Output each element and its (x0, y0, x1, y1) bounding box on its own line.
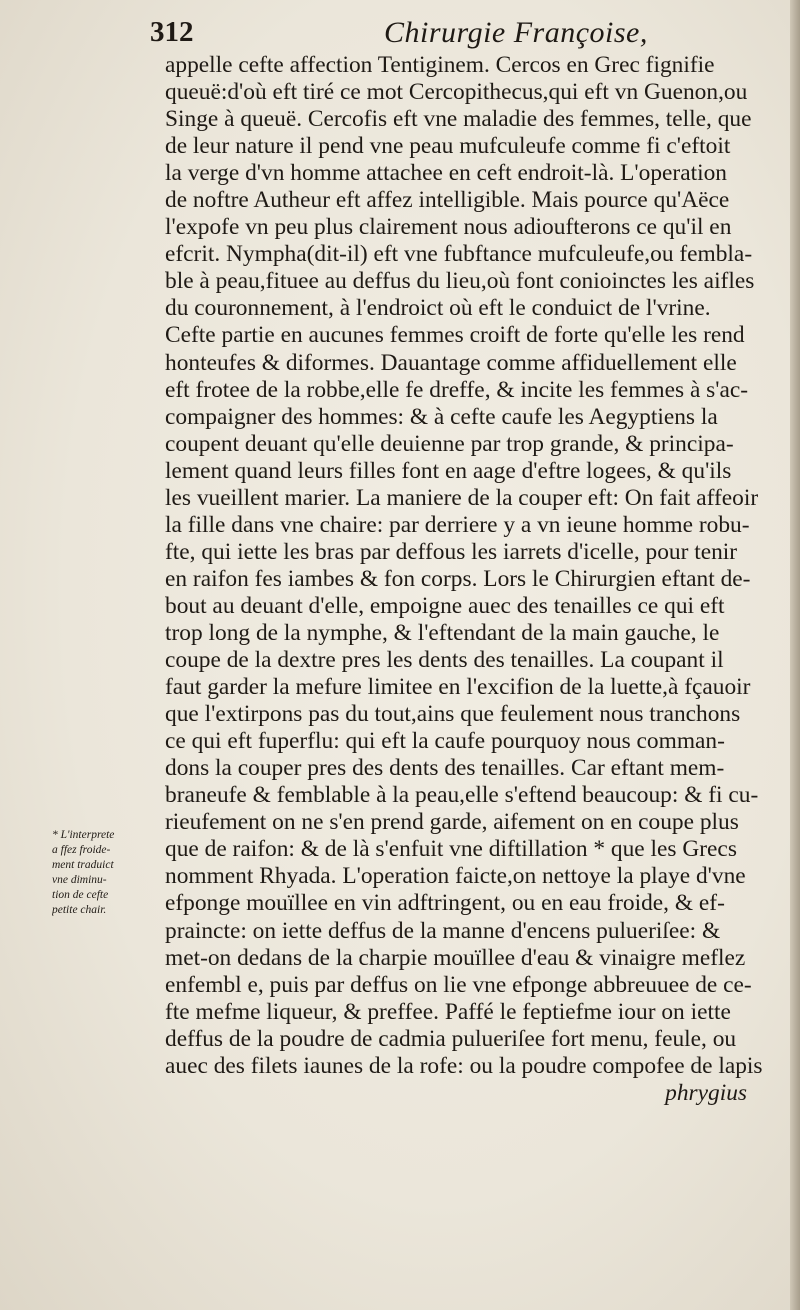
text-line: queuë:d'où eft tiré ce mot Cercopithecus,qui eft vn Guenon,ou (165, 79, 748, 106)
text-line: met-on dedans de la charpie mouïllee d'eau & vinaigre meflez (165, 944, 746, 971)
text-line: la fille dans vne chaire: par derriere y a vn ieune homme robu- (165, 511, 750, 538)
page-header (150, 12, 770, 56)
margin-note-line: * L'interprete (52, 829, 115, 841)
text-line: fte mefme liqueur, & preffee. Paffé le feptiefme iour on iette (165, 998, 731, 1025)
text-line: coupent deuant qu'elle deuienne par trop grande, & principa- (165, 430, 734, 457)
text-line: efponge mouïllee en vin adftringent, ou en eau froide, & ef- (165, 890, 725, 917)
running-head: Chirurgie Françoise, (384, 16, 648, 49)
margin-note-line: tion de cefte (52, 889, 109, 901)
text-line: trop long de la nymphe, & l'eftendant de la main gauche, le (165, 619, 720, 646)
catchword: phrygius (665, 1079, 747, 1106)
text-line: Singe à queuë. Cercofis eft vne maladie des femmes, telle, que (165, 106, 752, 133)
text-line: nomment Rhyada. L'operation faicte,on nettoye la playe d'vne (165, 863, 746, 890)
text-line: de leur nature il pend vne peau mufculeufe comme fi c'eftoit (165, 133, 731, 160)
text-line: la verge d'vn homme attachee en ceft endroit-là. L'operation (165, 160, 727, 187)
text-line: de noftre Autheur eft affez intelligible. Mais pource qu'Aëce (165, 187, 730, 214)
text-line: appelle cefte affection Tentiginem. Cercos en Grec fignifie (165, 52, 715, 78)
text-line: que de raifon: & de là s'enfuit vne diftillation * que les Grecs (165, 836, 737, 863)
text-line: les vueillent marier. La maniere de la couper eft: On fait affeoir (165, 484, 759, 511)
text-line: eft frotee de la robbe,elle fe dreffe, & incite les femmes à s'ac- (165, 376, 749, 403)
margin-note-line: ment traduict (52, 859, 114, 871)
text-line: bout au deuant d'elle, empoigne auec des tenailles ce qui eft (165, 592, 725, 619)
text-line: honteufes & diformes. Dauantage comme affiduellement elle (165, 349, 737, 376)
text-line: auec des filets iaunes de la rofe: ou la poudre compofee de lapis (165, 1052, 763, 1079)
margin-note-line: a ffez froide- (52, 844, 111, 856)
text-line: l'expofe vn peu plus clairement nous adioufterons ce qu'il en (165, 214, 732, 241)
text-line: Cefte partie en aucunes femmes croift de forte qu'elle les rend (165, 322, 745, 349)
text-line: rieufement on ne s'en prend garde, aifement on en coupe plus (165, 809, 739, 836)
text-line: du couronnement, à l'endroict où eft le conduict de l'vrine. (165, 295, 711, 322)
text-line: coupe de la dextre pres les dents des tenailles. La coupant il (165, 647, 724, 674)
margin-note (52, 828, 164, 918)
margin-note-line: vne diminu- (52, 874, 107, 886)
text-line: deffus de la poudre de cadmia pulueriſee fort menu, feule, ou (165, 1025, 737, 1052)
text-line: braneufe & femblable à la peau,elle s'eftend beaucoup: & fi cu- (165, 782, 759, 809)
text-line: faut garder la mefure limitee en l'excifion de la luette,à fçauoir (165, 674, 751, 701)
text-line: ble à peau,fituee au deffus du lieu,où font conioinctes les aifles (165, 268, 755, 295)
text-line: compaigner des hommes: & à cefte caufe les Aegyptiens la (165, 403, 718, 430)
text-line: lement quand leurs filles font en aage d'eftre logees, & qu'ils (165, 457, 732, 484)
page-number: 312 (150, 16, 194, 48)
text-line: en raifon fes iambes & fon corps. Lors le Chirurgien eftant de- (165, 565, 751, 592)
margin-note-line: petite chair. (52, 904, 107, 916)
text-line: fte, qui iette les bras par deffous les iarrets d'icelle, pour tenir (165, 538, 738, 565)
text-line: ce qui eft fuperflu: qui eft la caufe pourquoy nous comman- (165, 728, 725, 755)
text-line: efcrit. Nympha(dit-il) eft vne fubftance mufculeufe,ou fembla- (165, 241, 753, 268)
body-text (165, 52, 793, 1107)
text-line: praincte: on iette deffus de la manne d'encens pulueriſee: & (165, 917, 721, 944)
text-line: que l'extirpons pas du tout,ains que feulement nous tranchons (165, 701, 741, 728)
text-line: dons la couper pres des dents des tenailles. Car eftant mem- (165, 755, 725, 782)
text-line: enfembl e, puis par deffus on lie vne efponge abbreuuee de ce- (165, 971, 752, 998)
